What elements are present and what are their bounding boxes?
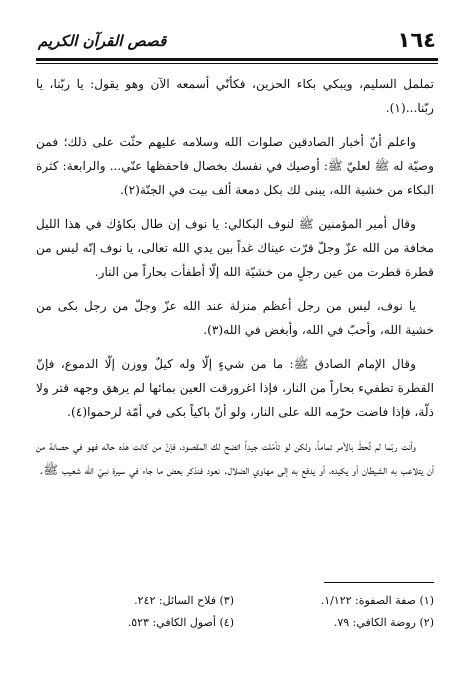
footnote: (١) صفة الصفوة: ١/١٢٢. <box>320 594 434 607</box>
footnote: (٣) فلاح السائل: ٢٤٢. <box>134 594 234 607</box>
paragraph: يا نوف، ليس من رجل أعظم منزلة عند الله عزّ وجلّ من رجل بكى من خشية الله، وأحبّ في الله، وأبغض في الله(٣). <box>36 299 434 337</box>
paragraph: وأنت ربّما لم تُحطْ بالأمر تماماً، ولكن لو تأمّلت جيداً اتضح لك المقصود، فإنّ من كانت هذه حاله فهو في حصانة من أن يتلاعب به الشيطان أو يكيده، أو يدفع به إلى مهاوي الضلال. نعود فنذكر بعض ما جاء في سيرة نبيّ الله شعيب ﷺ. <box>36 439 434 477</box>
header-rule <box>36 58 438 61</box>
header-rule-thin <box>36 63 438 64</box>
footnote: (٤) أصول الكافي: ٥٢٣. <box>127 616 234 629</box>
paragraph: واعلم أنّ أخبار الصادقين صلوات الله وسلامه عليهم حثّت على ذلك؛ فمن وصيّة له ﷺ لعليّ ﷺ: أوصيك في نفسك بخصال فاحفظها عنّي... والرابعة: كثرة البكاء من خشية الله، يبنى لك بكل دمعة ألف بيت في الجنّة(٢). <box>36 135 434 197</box>
paragraph: وقال الإمام الصادق ﷺ: ما من شيءٍ إلّا وله كيلٌ ووزن إلّا الدموع، فإنّ القطرة تطفيء بحاراً من النار، فإذا اغرورقت العين بمائها لم يرهق وجهه قتر ولا ذلّة، فإذا فاضت حرّمه الله على النار، ولو أنّ باكياً بكى في أمّة لرحموا(٤). <box>36 357 434 419</box>
main-text <box>36 72 434 492</box>
page-number: ١٦٤ <box>397 28 436 52</box>
footnotes <box>34 590 434 634</box>
page-header <box>0 22 466 62</box>
paragraph: تململ السليم، ويبكي بكاء الحزين، فكأنّي أسمعه الآن وهو يقول: يا ربّنا، يا ربّنا...(١). <box>36 77 434 115</box>
running-title: قصص القرآن الكريم <box>38 32 167 50</box>
paragraph: وقال أمير المؤمنين ﷺ لنوف البكالي: يا نوف إن طال بكاؤك في هذا الليل مخافة من الله عزّ وجلّ قرّت عيناك غداً بين يدي الله تعالى، يا نوف إنّه ليس من قطرة قطرت من عين رجلٍ من خشيّة الله إلّا أطفأت بحاراً من النار. <box>36 217 434 279</box>
footnote: (٢) روضة الكافي: ٧٩. <box>333 616 434 629</box>
footnote-separator <box>324 582 434 583</box>
